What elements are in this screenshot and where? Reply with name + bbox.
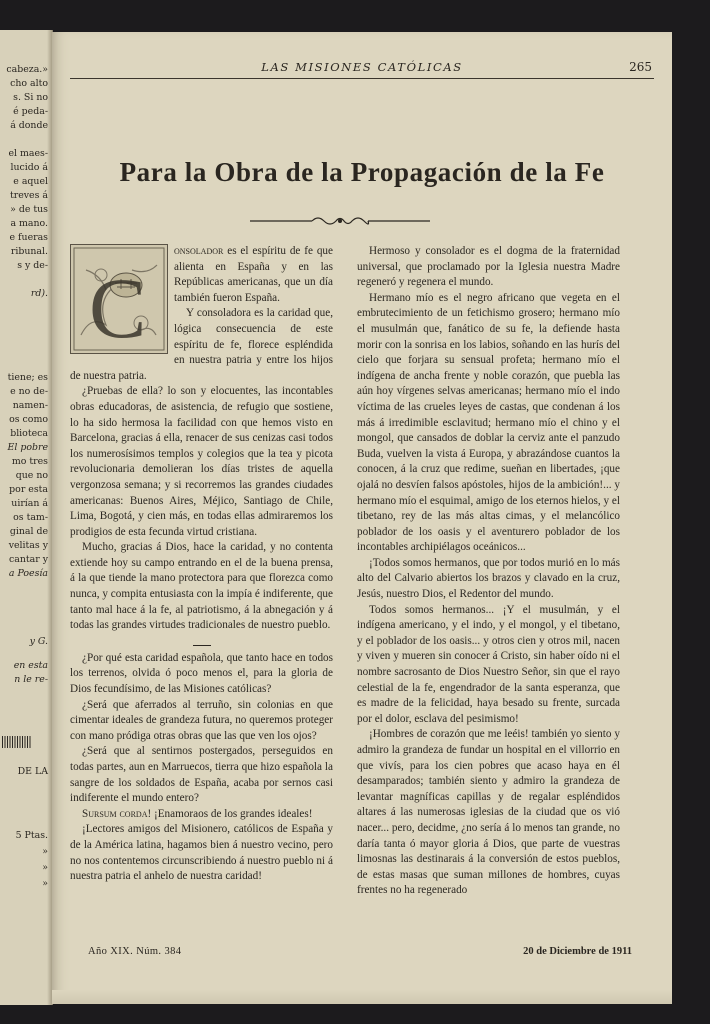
left-page-text-fragment: » [42,862,48,873]
left-page-text-fragment: lucido á [10,162,48,173]
barcode-strip [2,736,32,748]
paragraph-text: ¿Será que al sentirnos postergados, perseguidos en todas partes, aun en Marruecos, tierra que hizo española la sangre de los soldados de España, acaba por sernos casi indiferente el mundo entero? [70,745,333,805]
left-page-text-fragment: cho alto [10,78,48,89]
left-page-text-fragment: y G. [29,636,48,647]
ornament-divider-icon [250,212,430,230]
article-paragraph [70,744,333,806]
article-paragraph [357,727,620,899]
left-page-text-fragment: s. Si no [13,92,48,103]
left-page-text-fragment: e fueras [9,232,48,243]
paragraph-text: Y consoladora es la caridad que, lógica consecuencia de este espíritu de fe, florece espléndida en nuestra patria y entre los hijos de nuestra patria. [70,307,333,382]
paragraph-text: es el espíritu de fe que alienta en España y en las Repúblicas americanas, que un día también fueron España. [174,245,333,304]
left-page-text-fragment: a Poesía [8,568,48,579]
left-page-text-fragment: á donde [10,120,48,131]
paragraph-text: ¡Todos somos hermanos, que por todos murió en lo más alto del Calvario abiertos los brazos y clavado en la cruz, Jesús, nuestro Dios, el Redentor del mundo. [357,556,620,601]
article-paragraph [357,291,620,556]
left-page-text-fragment: 5 Ptas. [15,830,48,841]
article-paragraph [357,556,620,603]
left-facing-page [0,30,53,1005]
left-page-text-fragment: en esta [13,660,48,671]
left-page-text-fragment: » de tus [10,204,48,215]
dropcap-letter: C [89,260,147,353]
left-page-text-fragment: namen- [12,400,48,411]
paragraph-text: Todos somos hermanos... ¡Y el musulmán, y el indígena americano, y el indo, y el mongol, y el tibetano, y el poblador de los oasis... y otros cien y otros mil, nacen y viven y mueren sin conocer á Cristo, sin haber oído ni el nombre sacrosanto de Dios Nuestro Señor, sin que el rayo celestial de la fe, engendrador de la santa esperanza, que es madre de la felicidad, haya besado su frente, surcada por el dolor, esclava del pesimismo! [357,603,620,725]
paragraph-text: Mucho, gracias á Dios, hace la caridad, y no contenta extiende hoy su campo entrando en el de la buena prensa, á la que tiende la mano protectora para que florezca como nunca, y compita entusiasta con la impía é indiferente, que tanto mal hace á la fe, al patriotismo, á la abnegación y á todas las grandes virtudes tradicionales de nuestro pueblo. [70,541,333,632]
article-paragraph [70,807,333,823]
left-page-text-fragment: a mano. [10,218,48,229]
issue-number: Año XIX. Núm. 384 [88,946,182,957]
left-page-text-fragment: cantar y [9,554,48,565]
paragraph-text: ¿Pruebas de ella? lo son y elocuentes, las incontables obras educadoras, de asistencia, de refugio que sostiene, lo ha sido hermosa la facilidad con que hemos visto en Barcelona, gracias á ella, renacer de sus cenizas casi todos los numerosísimos templos y colegios que la tea y picota revolucionaria demolieran los días tristes de aquella vergonzosa semana; y si recorremos las grandes ciudades americanas: Buenos Aires, Méjico, Santiago de Chile, Lima, Bogotá, y cien más, en todas ellas admiraremos los prodigios de esta fecunda virtud cristiana. [70,385,333,538]
left-page-text-fragment: ribunal. [10,246,48,257]
paragraph-text: ¡Enamoraos de los grandes ideales! [151,807,313,820]
left-page-text-fragment: n le re- [14,674,48,685]
article-paragraph [70,384,333,540]
article-paragraph [70,651,333,698]
left-page-text-fragment: el maes- [8,148,48,159]
issue-date: 20 de Diciembre de 1911 [523,946,632,957]
left-page-text-fragment: e no de- [10,386,48,397]
paragraph-text: ¿Será que aferrados al terruño, sin colonias en que cimentar ideales de grandeza futura, no queremos proteger con mano pródiga otras obras que las que ven los ojos? [70,698,333,742]
article-paragraph [357,603,620,728]
left-page-text-fragment: DE LA [17,766,48,777]
smallcaps-lead: Sursum corda! [82,807,152,820]
main-page [52,32,672,1004]
article-paragraph [70,822,333,884]
left-page-text-fragment: ginal de [9,526,48,537]
section-separator [70,638,333,648]
left-page-text-fragment: e aquel [13,176,48,187]
article-paragraph [70,540,333,634]
paragraph-text: Hermoso y consolador es el dogma de la fraternidad universal, que proclamado por la Iglesia nuestra Madre regeneró y regenera el mundo. [357,245,620,289]
left-page-text-fragment: os tam- [13,512,48,523]
left-page-text-fragment: s y de- [17,260,48,271]
smallcaps-lead: onsolador [174,245,224,257]
article-title: Para la Obra de la Propagación de la Fe [119,157,605,187]
article-right-column [357,244,620,899]
paragraph-text: Hermano mío es el negro africano que vegeta en el embrutecimiento de un fetichismo grosero; hermano mío el musulmán que, fanático de su fe, la defiende hasta morir con la sonrisa en los labios, soñando en las hurís del cielo que forjara su sensual profeta; hermano mío el indígena de ancha frente y noble corazón, que puebla las aún hoy vírgenes selvas americanas; hermano mío el indo víctima de las crueles leyes de castas, que condenan á los más á irredimible esclavitud; hermano mío el chino y el mongol, que cansados de doblar la cerviz ante el panzudo Buda, vuelven la vista á Europa, y abrazándose cuantos la conocen, á la cruz que redime, sueñan en libertades, ¡que ojalá no desvíen falsos apóstoles, hijos de la ambición!... y hermano mío el esquimal, amigo de los eternos hielos, y el tibetano, rey de las más altas cimas, y el melancólico poblador de los oasis y el aventurero poblador de los incontables archipiélagos oceánicos... [357,291,620,554]
paragraph-text: ¡Hombres de corazón que me leéis! también yo siento y admiro la grandeza de fundar un hospital en el villorrio en que vivís, para los cien pobres que acaso haya en él desamparados; también siento y admiro la grandeza de levantar magníficas capillas y de regalar espléndidos altares á las numerosas iglesias de la ciudad que os vió nacer... pero, decidme, ¿no sería á lo menos tan grande, no daría tanta ó mayor gloria á Dios, que parte de vuestras limosnas las destinarais á la conversión de estos pueblos, de estas masas que suman millones de hombres, cuyas frentes no ha regenerado [357,728,620,897]
left-page-text-fragment: uirían á [11,498,48,509]
left-page-text-fragment: » [42,846,48,857]
left-page-text-fragment: blioteca [10,428,48,439]
article-left-column [70,244,333,885]
left-page-text-fragment: cabeza.» [6,64,48,75]
left-page-text-fragment: os como [9,414,48,425]
left-page-text-fragment: tiene; es [7,372,48,383]
page-header [70,60,654,79]
left-page-text-fragment: velitas y [8,540,48,551]
article-paragraph [70,698,333,745]
left-page-text-fragment: treves á [9,190,48,201]
page-edge [52,990,672,1004]
left-page-text-fragment: El pobre [7,442,48,453]
decorative-initial-icon [70,244,168,354]
running-title: LAS MISIONES CATÓLICAS [261,60,463,74]
left-page-text-fragment: rd). [30,288,48,299]
left-page-text-fragment: que no [15,470,48,481]
article-paragraph [357,244,620,291]
left-page-text-fragment: mo tres [11,456,48,467]
paragraph-text: ¡Lectores amigos del Misionero, católicos de España y de la América latina, hagamos bien á nuestro vecino, pero no nos contentemos circunscribiendo á nuestro pueblo ni á nuestra patria el anhelo de nuestra caridad! [70,823,333,883]
page-number: 265 [629,60,652,74]
left-page-text-fragment: por esta [9,484,48,495]
left-page-text-fragment: é peda- [13,106,48,117]
paragraph-text: ¿Por qué esta caridad española, que tanto hace en todos los terrenos, olvida ó poco menos el, para la gloria de Dios fecundísimo, de las Misiones católicas? [70,651,333,696]
left-page-text-fragment: » [42,878,48,889]
